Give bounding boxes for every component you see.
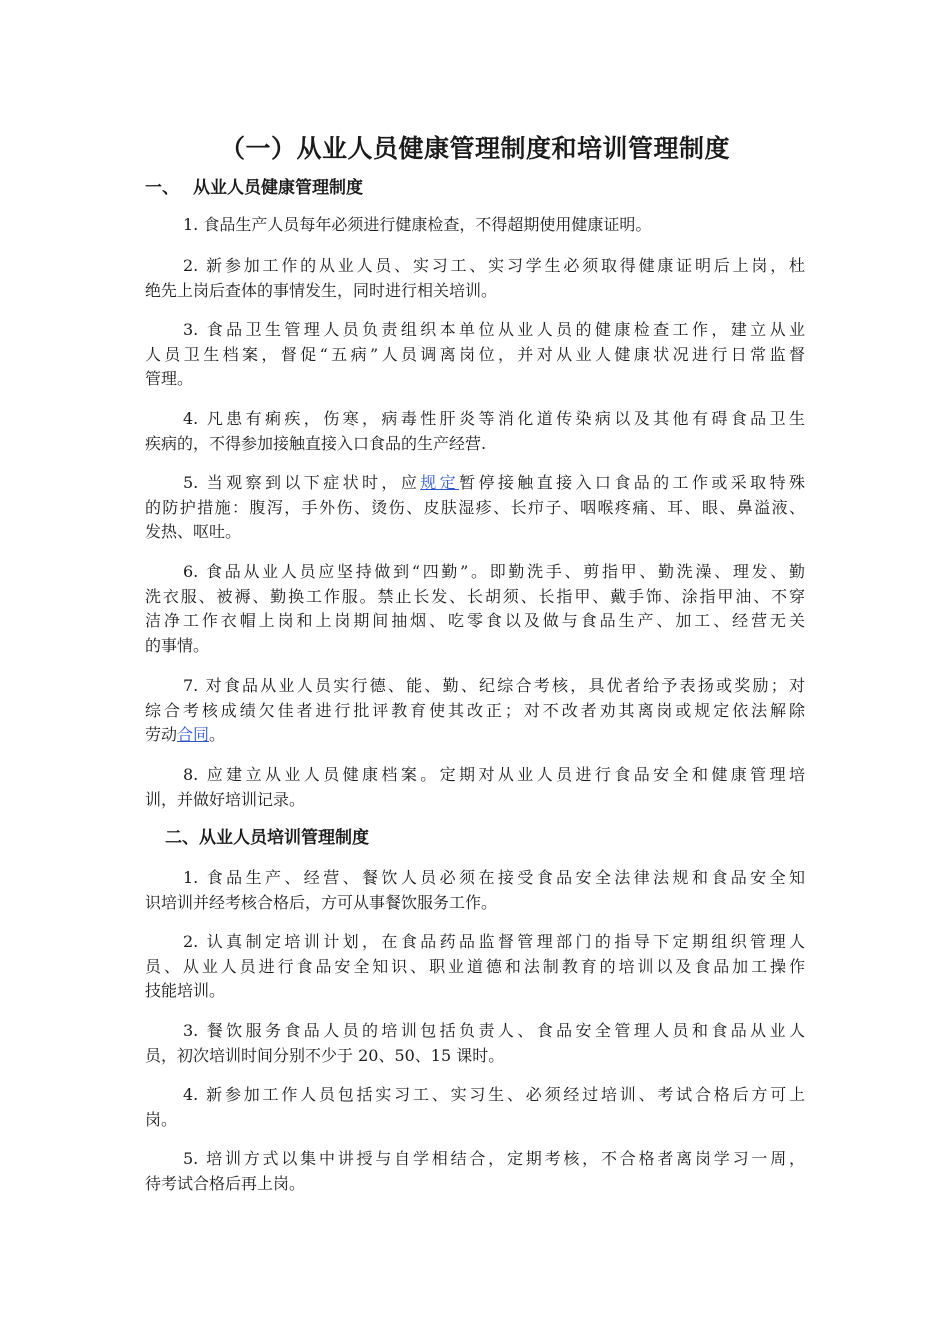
paragraph-line: 4. 凡患有痢疾，伤寒，病毒性肝炎等消化道传染病以及其他有碍食品卫生	[183, 409, 805, 428]
paragraph-1-3	[145, 318, 805, 392]
paragraph-2-5	[145, 1147, 805, 1196]
paragraph-line: 8. 应建立从业人员健康档案。定期对从业人员进行食品安全和健康管理培	[183, 765, 805, 784]
section-heading-training: 二、从业人员培训管理制度	[165, 828, 369, 848]
paragraph-1-2	[145, 254, 805, 303]
paragraph-line: 管理。	[145, 369, 194, 388]
section-title: 从业人员健康管理制度	[193, 178, 363, 198]
text-segment: 暂停接触直接入口食品的工作或采取特殊	[459, 473, 805, 492]
paragraph-line: 员，初次培训时间分别不少于 20、50、15 课时。	[145, 1045, 505, 1065]
paragraph-line: 绝先上岗后查体的事情发生，同时进行相关培训。	[145, 280, 498, 300]
paragraph-line	[145, 471, 805, 496]
paragraph-line: 的事情。	[145, 635, 210, 655]
paragraph-1-6	[145, 560, 805, 658]
paragraph-1-7	[145, 674, 805, 748]
paragraph-1-4	[145, 407, 805, 456]
page-title: （一）从业人员健康管理制度和培训管理制度	[219, 134, 730, 163]
paragraph-line: 岗。	[145, 1109, 178, 1129]
paragraph-line: 技能培训。	[145, 981, 226, 1000]
paragraph-line	[145, 723, 805, 748]
paragraph-line: 5. 培训方式以集中讲授与自学相结合，定期考核，不合格者离岗学习一周，	[183, 1149, 805, 1168]
paragraph-line: 2. 认真制定培训计划，在食品药品监督管理部门的指导下定期组织管理人	[183, 932, 805, 951]
paragraph-line: 人员卫生档案，督促“五病”人员调离岗位，并对从业人健康状况进行日常监督	[145, 344, 805, 364]
paragraph-1-1	[145, 213, 805, 238]
paragraph-line: 3. 餐饮服务食品人员的培训包括负责人、食品安全管理人员和食品从业人	[183, 1021, 805, 1040]
paragraph-line: 疾病的，不得参加接触直接入口食品的生产经营.	[145, 433, 487, 453]
paragraph-line: 1. 食品生产、经营、餐饮人员必须在接受食品安全法律法规和食品安全知	[183, 868, 805, 887]
text-segment: 。	[209, 725, 226, 744]
paragraph-line: 洗衣服、被褥、勤换工作服。禁止长发、长胡须、长指甲、戴手饰、涂指甲油、不穿	[145, 586, 805, 606]
paragraph-line: 发热、呕吐。	[145, 522, 242, 541]
paragraph-line: 3. 食品卫生管理人员负责组织本单位从业人员的健康检查工作，建立从业	[183, 320, 805, 339]
paragraph-line: 4. 新参加工作人员包括实习工、实习生、必须经过培训、考试合格后方可上	[183, 1085, 805, 1104]
paragraph-line: 的防护措施：腹泻，手外伤、烫伤、皮肤湿疹、长疖子、咽喉疼痛、耳、眼、鼻溢液、	[145, 497, 805, 517]
paragraph-line: 识培训并经考核合格后，方可从事餐饮服务工作。	[145, 892, 498, 912]
paragraph-line: 待考试合格后再上岗。	[145, 1173, 306, 1193]
text-segment: 5. 当观察到以下症状时，应	[183, 473, 421, 492]
paragraph-line: 综合考核成绩欠佳者进行批评教育使其改正；对不改者劝其离岗或规定依法解除	[145, 700, 805, 720]
paragraph-2-4	[145, 1083, 805, 1132]
paragraph-line: 训，并做好培训记录。	[145, 789, 306, 809]
section-number: 一、	[145, 178, 179, 198]
paragraph-line: 洁净工作衣帽上岗和上岗期间抽烟、吃零食以及做与食品生产、加工、经营无关	[145, 611, 805, 630]
paragraph-line: 6. 食品从业人员应坚持做到“四勤”。即勤洗手、剪指甲、勤洗澡、理发、勤	[183, 562, 805, 581]
link-contract[interactable]: 合同	[177, 725, 210, 744]
text-segment: 劳动	[145, 725, 178, 744]
link-regulation[interactable]: 规定	[420, 473, 460, 492]
paragraph-line: 员、从业人员进行食品安全知识、职业道德和法制教育的培训以及食品加工操作	[145, 956, 805, 976]
paragraph-1-5	[145, 471, 805, 545]
paragraph-line: 1. 食品生产人员每年必须进行健康检查，不得超期使用健康证明。	[183, 215, 652, 234]
section-heading-health	[145, 176, 363, 200]
paragraph-2-2	[145, 930, 805, 1004]
paragraph-line: 2. 新参加工作的从业人员、实习工、实习学生必须取得健康证明后上岗，杜	[183, 256, 805, 275]
paragraph-line: 7. 对食品从业人员实行德、能、勤、纪综合考核，具优者给予表扬或奖励；对	[183, 676, 805, 695]
paragraph-2-3	[145, 1019, 805, 1068]
paragraph-2-1	[145, 866, 805, 915]
paragraph-1-8	[145, 763, 805, 812]
